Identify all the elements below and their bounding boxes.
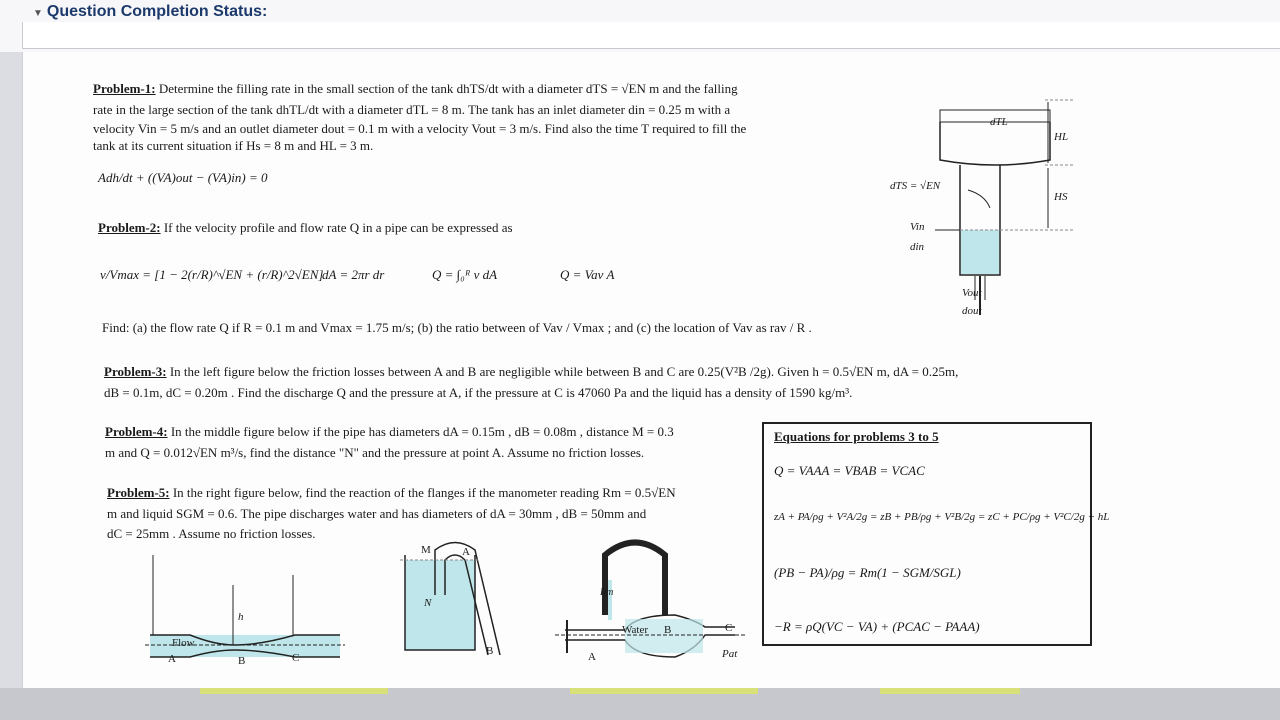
status-label: Question Completion Status: (46, 3, 268, 20)
venturi-B-label: B (238, 655, 246, 667)
nozzle-B-label: B (664, 624, 672, 636)
momentum-equation: −R = ρQ(VC − VA) + (PCAC − PAAA) (774, 619, 980, 634)
problem5-line3: dC = 25mm . Assume no friction losses. (107, 526, 316, 541)
manometer-equation: (PB − PA)/ρg = Rm(1 − SGM/SGL) (774, 565, 961, 580)
equations-box (762, 422, 1110, 646)
venturi-flow-label: Flow (172, 637, 195, 649)
tank-Vout-label: Vout (962, 287, 982, 299)
chevron-down-icon: ▼ (33, 8, 43, 19)
tank-HL-label: HL (1054, 131, 1069, 143)
question-completion-status-toggle[interactable] (33, 3, 267, 21)
problem1-line4: tank at its current situation if Hs = 8 m and HL = 3 m. (93, 138, 374, 153)
siphon-B-label: B (486, 645, 494, 657)
problem3-label: Problem-3: (104, 364, 167, 379)
problem3-text1: In the left figure below the friction losses between A and B are negligible while between B and C are 0.25(V²B /2g). Given h = 0.5√EN m, dA = 0.25m, (169, 364, 959, 379)
problem4-line1 (105, 423, 674, 441)
nozzle-Rm-label: Rm (600, 587, 614, 598)
tank-dout-label: dout (962, 305, 982, 317)
tank-din-label: din (910, 241, 925, 253)
problem5-text1: In the right figure below, find the reaction of the flanges if the manometer reading Rm = 0.5√EN (172, 485, 676, 500)
problem3-line2: dB = 0.1m, dC = 0.20m . Find the discharge Q and the pressure at A, if the pressure at C is 47060 Pa and the liquid has a density of 1590 kg/m³. (104, 385, 853, 400)
siphon-M-label: M (421, 544, 431, 556)
tank-dTL-label: dTL (990, 116, 1008, 128)
problem1-line3: velocity Vin = 5 m/s and an outlet diameter dout = 0.1 m with a velocity Vout = 3 m/s. Find also the time T required to fill the (93, 121, 747, 136)
flow-integral-equation: Q = ∫₀ᴿ v dA (432, 267, 498, 282)
venturi-h-label: h (238, 611, 244, 623)
siphon-A-label: A (462, 546, 470, 558)
problem2-label: Problem-2: (98, 220, 161, 235)
problem4-text1: In the middle figure below if the pipe has diameters dA = 0.15m , dB = 0.08m , distance M = 0.3 (170, 424, 674, 439)
problem5-label: Problem-5: (107, 485, 170, 500)
highlight-mark-1 (200, 688, 388, 694)
bernoulli-equation: zA + PA/ρg + V²A/2g = zB + PB/ρg + V²B/2g = zC + PC/ρg + V²C/2g + hL (774, 511, 1110, 523)
problem1-text1: Determine the filling rate in the small section of the tank dhTS/dt with a diameter dTS = √EN m and the falling (158, 81, 738, 96)
problem1-line2: rate in the large section of the tank dhTL/dt with a diameter dTL = 8 m. The tank has an inlet diameter din = 0.25 m with a (93, 102, 731, 117)
nozzle-water-label: Water (622, 624, 648, 636)
nozzle-A-label: A (588, 651, 596, 663)
tank-Vin-label: Vin (910, 221, 925, 233)
header-panel (22, 22, 1280, 49)
problem1-line1 (93, 80, 738, 98)
velocity-profile-equation: v/Vmax = [1 − 2(r/R)^√EN + (r/R)^2√EN] (100, 267, 324, 282)
problem3-line1 (104, 363, 958, 381)
venturi-C-label: C (292, 652, 300, 664)
siphon-N-label: N (424, 597, 432, 609)
problem1-label: Problem-1: (93, 81, 156, 96)
mean-flow-equation: Q = Vav A (560, 267, 615, 282)
question-header-bar (0, 0, 1280, 52)
problem1-equation: Adh/dt + ((VA)out − (VA)in) = 0 (98, 170, 268, 185)
problem5-line1 (107, 484, 676, 502)
problem2-line1 (98, 219, 513, 237)
area-element-equation: dA = 2πr dr (322, 267, 385, 282)
continuity-equation: Q = VAAA = VBAB = VCAC (774, 463, 925, 478)
venturi-A-label: A (168, 653, 176, 665)
problem4-label: Problem-4: (105, 424, 168, 439)
nozzle-figure (555, 535, 750, 665)
highlight-mark-3 (880, 688, 1020, 694)
problem5-line2: m and liquid SGM = 0.6. The pipe discharges water and has diameters of dA = 30mm , dB = 50mm and (107, 506, 647, 521)
tank-dTS-label: dTS = √EN (890, 180, 941, 192)
siphon-figure (400, 535, 520, 670)
problem2-text: If the velocity profile and flow rate Q in a pipe can be expressed as (163, 220, 513, 235)
nozzle-C-label: C (725, 622, 733, 634)
highlight-mark-2 (570, 688, 758, 694)
tank-HS-label: HS (1054, 191, 1068, 203)
equations-box-title: Equations for problems 3 to 5 (774, 429, 939, 444)
problem2-find: Find: (a) the flow rate Q if R = 0.1 m and Vmax = 1.75 m/s; (b) the ratio between of Vav / Vmax ; and (c) the location of Vav as rav / R . (102, 320, 812, 335)
nozzle-Pat-label: Pat (722, 648, 738, 660)
problem4-line2: m and Q = 0.012√EN m³/s, find the distance "N" and the pressure at point A. Assume no friction losses. (105, 445, 645, 460)
